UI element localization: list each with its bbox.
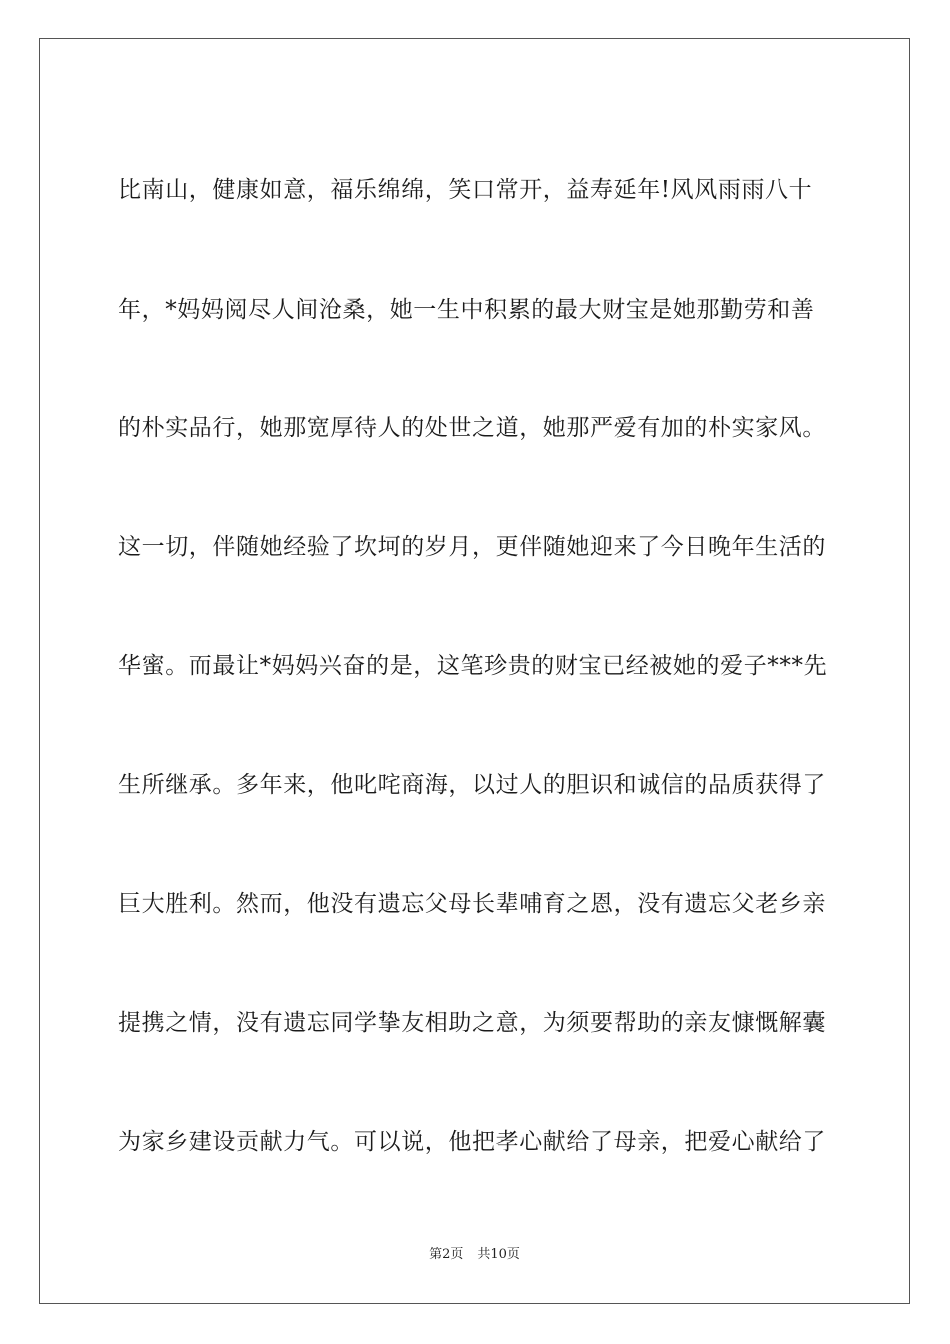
text-line: 的朴实品行，她那宽厚待人的处世之道，她那严爱有加的朴实家风。 <box>118 415 826 441</box>
text-line: 为家乡建设贡献力气。可以说，他把孝心献给了母亲，把爱心献给了 <box>118 1129 826 1155</box>
page-frame <box>39 38 910 1304</box>
text-line: 华蜜。而最让*妈妈兴奋的是，这笔珍贵的财宝已经被她的爱子***先 <box>118 653 828 679</box>
text-line: 提携之情，没有遗忘同学挚友相助之意，为须要帮助的亲友慷慨解囊 <box>118 1010 826 1036</box>
text-line: 比南山，健康如意，福乐绵绵，笑口常开，益寿延年!风风雨雨八十 <box>118 177 813 203</box>
text-line: 生所继承。多年来，他叱咤商海，以过人的胆识和诚信的品质获得了 <box>118 772 826 798</box>
text-line: 年，*妈妈阅尽人间沧桑，她一生中积累的最大财宝是她那勤劳和善 <box>118 297 815 323</box>
page-footer <box>40 1247 909 1263</box>
page-total: 共10页 <box>477 1247 520 1262</box>
text-line: 巨大胜利。然而，他没有遗忘父母长辈哺育之恩，没有遗忘父老乡亲 <box>118 891 826 917</box>
text-line: 这一切，伴随她经验了坎坷的岁月，更伴随她迎来了今日晚年生活的 <box>118 534 826 560</box>
page-number: 第2页 <box>429 1247 464 1262</box>
document-body <box>40 39 909 1303</box>
